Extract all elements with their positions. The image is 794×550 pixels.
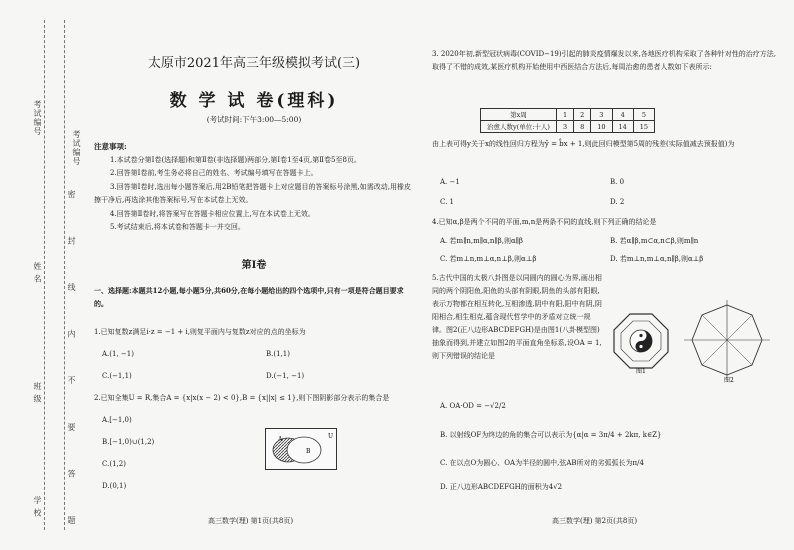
notice-block: [94, 140, 414, 235]
ray-ob: [702, 315, 727, 340]
q1-option-c: C.(−1,1): [102, 372, 132, 380]
table-cell: 14: [612, 121, 633, 133]
table-row: [481, 121, 655, 133]
question-2: 2.已知全集U = R,集合A = {x|x(x − 2) < 0},B = {x||x| ≤ 1},则下图阴影部分表示的集合是: [94, 394, 390, 402]
figure-1-caption: 图1: [636, 368, 646, 374]
question-5: 5.古代中国的太极八卦图是以同圆内的圆心为界,画出相同的两个阴阳鱼,阳鱼的头部有阴眼,阴鱼的头部有阳眼,表示万物都在相互转化,互相渗透,阴中有阳,阳中有阴,阴阳相合,相生相克,蕴含现代哲学中的矛盾对立统一规律。图2(正八边形ABCDEFGH)是由图1(八卦模型图)抽象而得到,并建立如图2的平面直角坐标系,设OA = 1,则下列错误的结论是: [432, 274, 602, 360]
name-label: 姓 名: [33, 262, 42, 284]
q3-option-c: C. 1: [440, 198, 455, 206]
seal-line-outer: [44, 20, 45, 530]
page-footer-1: 高三数学(理) 第1页(共8页): [208, 517, 294, 525]
q4-option-c: C. 若m⊥n,m⊥α,n⊥β,则α⊥β: [440, 255, 537, 263]
q2-option-d: D.(0,1): [102, 482, 127, 490]
exam-number-label: 考试编号: [33, 100, 42, 136]
venn-svg: [266, 429, 336, 469]
bagua-figure: [606, 310, 676, 378]
class-label: 班 级: [33, 382, 42, 404]
yin-eye: [639, 334, 642, 337]
question-4: 4.已知α,β是两个不同的平面,m,n是两条不同的直线,则下列正确的结论是: [432, 218, 657, 226]
q1-option-a: A.(1, −1): [102, 350, 134, 358]
table-cell: 3: [556, 121, 573, 133]
q3-option-b: B. 0: [610, 178, 625, 186]
q5-option-d: D. 正八边形ABCDEFGH的面积为4√2: [440, 483, 563, 491]
table-cell: 1: [556, 109, 573, 121]
notice-item: 1.本试卷分第Ⅰ卷(选择题)和第Ⅱ卷(非选择题)两部分,第Ⅰ卷1至4页,第Ⅱ卷5至8页。: [110, 155, 361, 164]
notice-item: 4.回答第Ⅱ卷时,将答案写在答题卡相应位置上,写在本试卷上无效。: [110, 209, 315, 218]
q2-option-b: B.[−1,0)∪(1,2): [102, 438, 155, 446]
ray-of: [727, 340, 752, 365]
figure-2-caption: 图2: [724, 377, 734, 384]
q4-option-d: D. 若m⊥n,m⊥α,n∥β,则α⊥β: [610, 255, 704, 263]
yang-eye: [639, 345, 642, 348]
table-cell: 3: [591, 109, 612, 121]
set-b-shape: [287, 437, 321, 463]
exam-time: (考试时间:下午3:00—5:00): [206, 115, 302, 124]
table-cell: 10: [591, 121, 612, 133]
q1-option-b: B.(1,1): [266, 350, 290, 358]
notice-item: 2.回答第Ⅰ卷前,考生务必将自己的姓名、考试编号填写在答题卡上。: [110, 169, 318, 177]
part-title: 第Ⅰ卷: [241, 260, 267, 271]
notice-item: 3.回答第Ⅰ卷时,选出每小题答案后,用2B铅笔把答题卡上对应题目的答案标号涂黑,如需改动,用橡皮擦干净后,再选涂其他答案标号,写在本试卷上无效。: [94, 182, 411, 204]
exam-number-label-2: 考试编号: [72, 130, 81, 166]
table-row: [481, 109, 655, 121]
question-3: 3. 2020年初,新型冠状病毒(COVID−19)引起的肺炎疫情爆发以来,各地医疗机构采取了各种针对性的治疗方法,取得了不错的成效,某医疗机构开始使用中西医结合方法后,每周治愈的患者人数如下表所示:: [432, 50, 777, 71]
ray-oh: [727, 315, 752, 340]
table-cell: 15: [633, 121, 654, 133]
question-1: 1.已知复数z满足i·z = −1 + i,则复平面内与复数z对应的点的坐标为: [94, 328, 306, 336]
q2-option-c: C.(1,2): [102, 460, 126, 468]
notice-heading: 注意事项:: [94, 142, 127, 151]
binding-margin: [0, 0, 84, 550]
octagon-svg: [682, 298, 772, 384]
table-cell: 4: [612, 109, 633, 121]
q1-option-d: D.(−1, −1): [266, 372, 305, 380]
octagon-figure: [682, 298, 772, 388]
data-table: [480, 108, 655, 133]
ray-od: [702, 340, 727, 365]
seal-line-inner: [64, 20, 65, 530]
school-label: 学 校: [33, 496, 42, 518]
venn-u-label: U: [328, 433, 334, 440]
page-1: [88, 0, 420, 550]
venn-diagram: [265, 428, 337, 470]
question-3-part-2: 由上表可得y关于x的线性回归方程为ŷ = b̂x + 1,则此回归模型第5周的残差(实际值减去预报值)为: [432, 140, 735, 148]
venn-b-label: B: [306, 448, 311, 455]
q2-option-a: A.[−1,0): [102, 416, 132, 424]
q4-option-b: B. 若α∥β,m⊂α,n⊂β,则m∥n: [610, 237, 699, 245]
exam-title: 太原市2021年高三年级模拟考试(三): [147, 56, 361, 71]
section-instructions: 一、选择题:本题共12小题,每小题5分,共60分,在每小题给出的四个选项中,只有一项是符合题目要求的。: [94, 286, 404, 308]
table-cell: 第x周: [481, 109, 557, 121]
bagua-svg: [606, 310, 676, 374]
notice-item: 5.考试结束后,将本试卷和答题卡一并交回。: [110, 223, 245, 231]
table-cell: 治愈人数y(单位:十人): [481, 121, 557, 133]
table-cell: 2: [574, 109, 591, 121]
q4-option-a: A. 若m∥n,m∥α,n∥β,则α∥β: [440, 237, 523, 245]
table-cell: 5: [633, 109, 654, 121]
q3-option-a: A. −1: [440, 178, 460, 186]
q5-option-b: B. 以射线OF为终边的角的集合可以表示为{α|α = 3π/4 + 2kπ, k∈Z}: [440, 431, 662, 439]
table-cell: 8: [574, 121, 591, 133]
q3-option-d: D. 2: [610, 198, 625, 206]
page-footer-2: 高三数学(理) 第2页(共8页): [552, 517, 638, 525]
q5-option-a: A. OA·OD = −√2/2: [440, 402, 506, 410]
venn-a-label: A: [278, 436, 283, 443]
q5-option-c: C. 在以点O为圆心、OA为半径的圆中,弦AB所对的劣弧弧长为π/4: [440, 459, 644, 467]
page-2: [426, 0, 782, 550]
seal-warning: 密 封 线 内 不 要 答 题: [67, 190, 76, 542]
subject-title: 数 学 试 卷(理科): [169, 91, 339, 111]
